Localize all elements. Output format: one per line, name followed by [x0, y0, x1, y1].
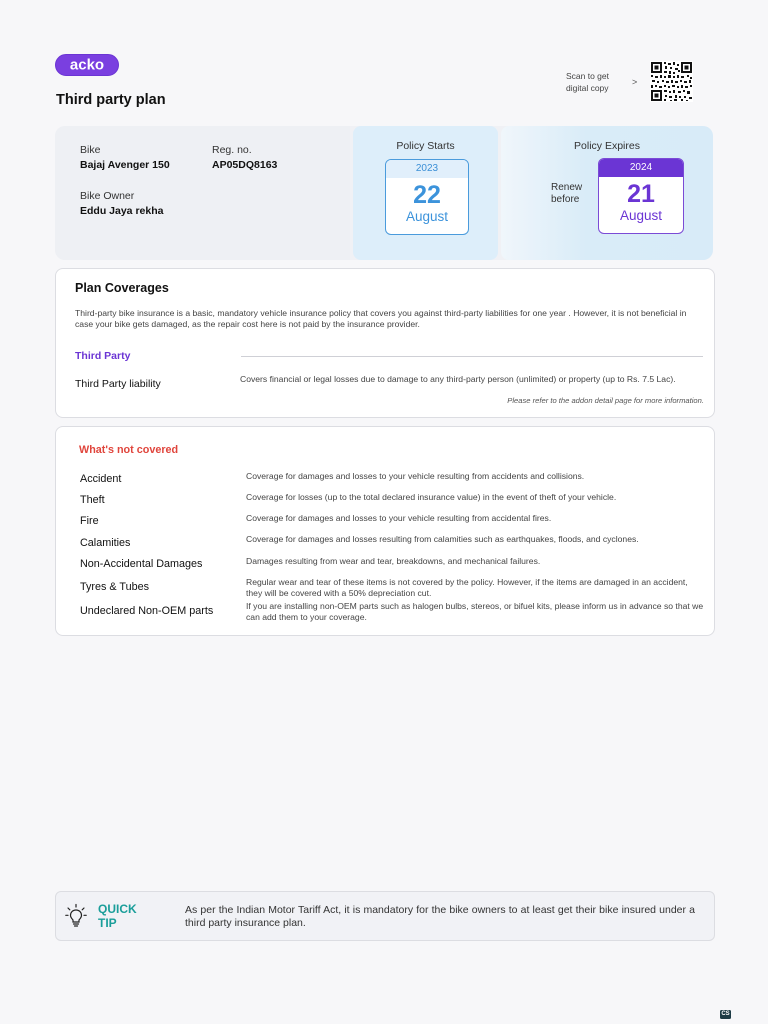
not-covered-title: What's not covered	[79, 444, 179, 456]
owner-value: Eddu Jaya rekha	[80, 205, 164, 217]
scan-hint-line2: digital copy	[566, 83, 609, 93]
not-covered-card	[55, 426, 715, 636]
not-covered-item-desc: Damages resulting from wear and tear, breakdowns, and mechanical failures.	[246, 556, 541, 566]
policy-expire-panel	[501, 126, 713, 260]
plan-coverages-card	[55, 268, 715, 418]
start-day: 22	[413, 181, 441, 209]
quick-tip-label-line2: TIP	[98, 915, 117, 930]
cs-badge: CS	[721, 1011, 730, 1017]
quick-tip	[55, 891, 715, 941]
renew-line1: Renew	[551, 182, 583, 193]
start-year: 2023	[386, 160, 468, 178]
not-covered-item-desc: Coverage for damages and losses to your vehicle resulting from accidental fires.	[246, 513, 552, 523]
quick-tip-label	[98, 903, 137, 930]
expire-year: 2024	[599, 159, 683, 177]
policy-summary-card	[55, 126, 713, 260]
section-divider	[241, 356, 703, 357]
not-covered-item-desc: If you are installing non-OEM parts such as halogen bulbs, stereos, or bifuel kits, please inform us in advance so that we can add them to your coverage.	[246, 601, 704, 622]
reg-value: AP05DQ8163	[212, 159, 278, 171]
renew-before	[551, 182, 582, 206]
policy-expire-label: Policy Expires	[574, 140, 640, 152]
expire-month: August	[619, 208, 663, 223]
bike-value: Bajaj Avenger 150	[80, 159, 170, 171]
policy-start-label: Policy Starts	[396, 140, 455, 152]
not-covered-item-name: Tyres & Tubes	[80, 581, 150, 593]
not-covered-item-name: Calamities	[80, 537, 131, 549]
not-covered-item-name: Undeclared Non-OEM parts	[80, 605, 214, 617]
reg-label: Reg. no.	[212, 144, 252, 156]
scan-hint-line1: Scan to get	[566, 71, 610, 81]
not-covered-item-desc: Coverage for damages and losses to your vehicle resulting from accidents and collisions.	[246, 471, 585, 481]
bike-label: Bike	[80, 144, 101, 156]
scan-hint	[566, 70, 630, 94]
third-party-liability-desc: Covers financial or legal losses due to damage to any third-party person (unlimited) or property (up to Rs. 7.5 Lac).	[240, 374, 676, 384]
scan-arrow-icon: >	[632, 77, 638, 87]
not-covered-item-name: Fire	[80, 515, 99, 527]
qr-code[interactable]	[650, 61, 693, 102]
acko-logo	[55, 54, 119, 76]
quick-tip-text: As per the Indian Motor Tariff Act, it is mandatory for the bike owners to at least get their bike insured under a third party insurance plan.	[185, 904, 695, 929]
owner-label: Bike Owner	[80, 190, 135, 202]
coverages-title: Plan Coverages	[75, 281, 169, 295]
vehicle-details	[55, 126, 350, 260]
lightbulb-icon	[65, 903, 87, 929]
not-covered-item-desc: Regular wear and tear of these items is not covered by the policy. However, if the items are damaged in an accident, they will be covered with a 50% depreciation cut.	[246, 577, 688, 598]
not-covered-item-name: Non-Accidental Damages	[80, 558, 203, 570]
not-covered-item-name: Accident	[80, 473, 122, 485]
not-covered-item-desc: Coverage for losses (up to the total declared insurance value) in the event of theft of your vehicle.	[246, 492, 617, 502]
addon-note: Please refer to the addon detail page for more information.	[507, 396, 704, 405]
policy-start-panel	[353, 126, 498, 260]
quick-tip-label-line1: QUICK	[98, 902, 137, 916]
not-covered-item-desc: Coverage for damages and losses resulting from calamities such as earthquakes, floods, and cyclones.	[246, 534, 639, 544]
renew-line2: before	[551, 194, 580, 205]
not-covered-item-name: Theft	[80, 494, 105, 506]
plan-title: Third party plan	[56, 92, 166, 108]
third-party-heading: Third Party	[75, 350, 131, 362]
coverages-description: Third-party bike insurance is a basic, mandatory vehicle insurance policy that covers you against third-party liabilities for one year . However, it is not beneficial in case your bike gets damaged, as the repair cost here is not paid by the insurance provider.	[75, 308, 687, 329]
policy-start-date	[385, 159, 469, 235]
svg-text:acko: acko	[69, 56, 105, 74]
third-party-liability-name: Third Party liability	[75, 378, 161, 390]
start-month: August	[405, 209, 449, 224]
policy-expire-date	[598, 158, 684, 234]
expire-day: 21	[627, 180, 655, 208]
